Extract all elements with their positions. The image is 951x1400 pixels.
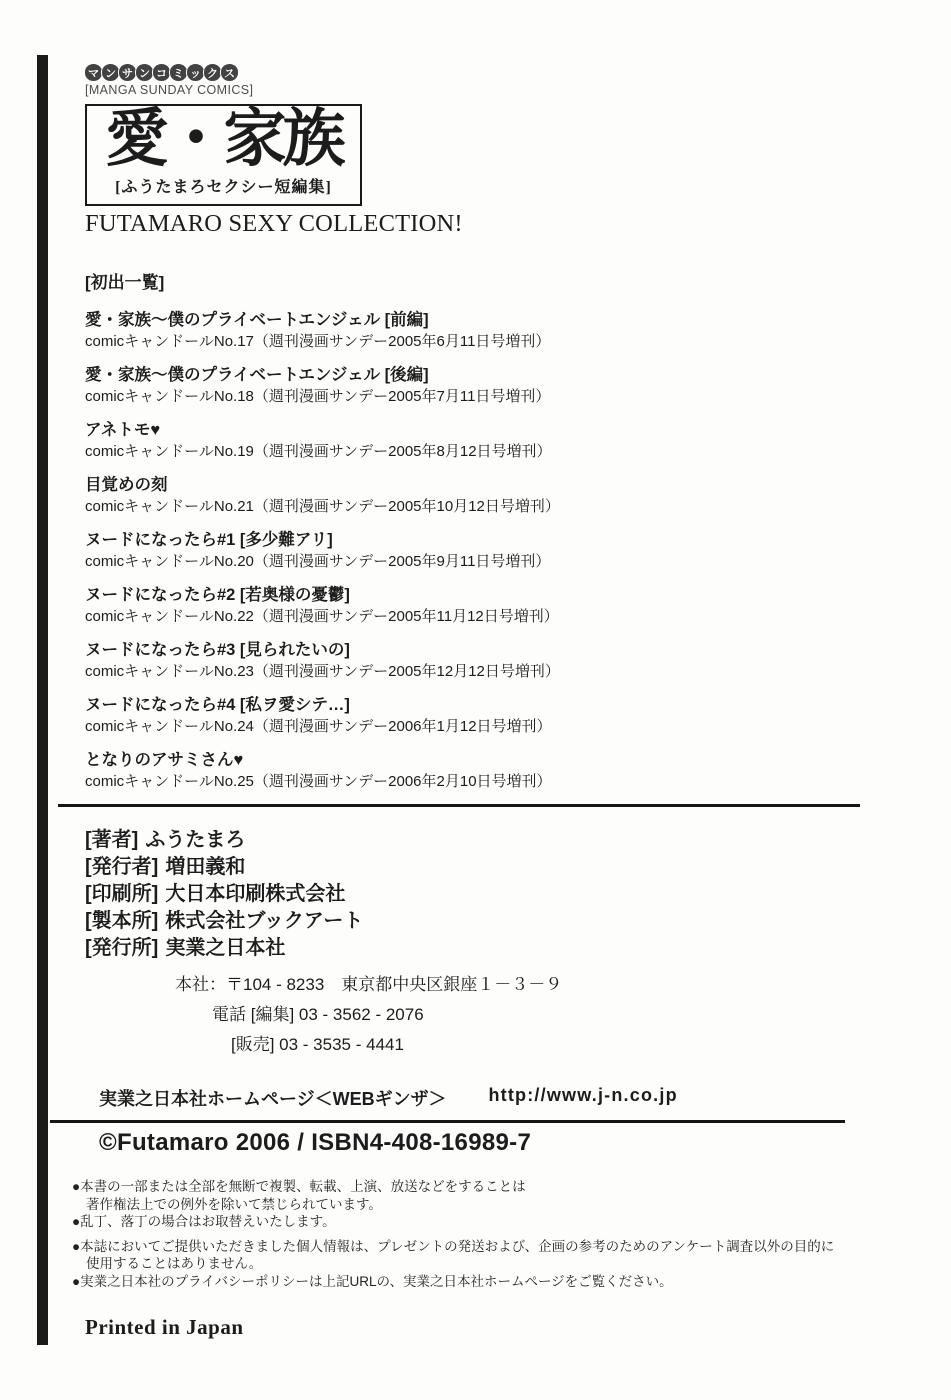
credit-role: [発行者] xyxy=(85,856,159,879)
entry-title: ヌードになったら#1 [多少難アリ] xyxy=(85,531,333,550)
logo-kana-badge: ク xyxy=(204,64,221,81)
credit-name: 実業之日本社 xyxy=(165,937,286,960)
publication-entry xyxy=(85,694,895,737)
entry-source: comicキャンドールNo.25（週刊漫画サンデー2006年2月10日号増刊） xyxy=(85,773,552,791)
divider-rule-bottom xyxy=(50,1120,845,1123)
contact-block xyxy=(85,970,895,1060)
logo-kana-badge: ッ xyxy=(187,64,204,81)
entry-title: となりのアサミさん♥ xyxy=(85,751,244,770)
entry-source: comicキャンドールNo.22（週刊漫画サンデー2005年11月12日号増刊） xyxy=(85,608,559,626)
entry-source: comicキャンドールNo.17（週刊漫画サンデー2005年6月11日号増刊） xyxy=(85,333,551,351)
publisher-logo xyxy=(85,64,895,97)
publication-entry xyxy=(85,309,895,352)
notice-line: ●本誌においてご提供いただきました個人情報は、プレゼントの発送および、企画の参考のためのアンケート調査以外の目的に xyxy=(72,1238,835,1254)
logo-kana-badge: ン xyxy=(102,64,119,81)
credit-row-bindery xyxy=(85,908,895,935)
entry-title: 目覚めの刻 xyxy=(85,476,168,495)
entry-source: comicキャンドールNo.18（週刊漫画サンデー2005年7月11日号増刊） xyxy=(85,388,551,406)
publication-list xyxy=(85,309,895,792)
page-content xyxy=(72,0,895,1290)
credit-name: 株式会社ブックアート xyxy=(165,910,364,933)
publication-entry xyxy=(85,639,895,682)
entry-source: comicキャンドールNo.24（週刊漫画サンデー2006年1月12日号増刊） xyxy=(85,718,552,736)
logo-kana-badge: ス xyxy=(221,64,238,81)
book-title: 愛・家族 xyxy=(105,104,342,174)
credit-name: 増田義和 xyxy=(165,856,246,879)
publication-entry xyxy=(85,584,895,627)
logo-kana-badge: ン xyxy=(136,64,153,81)
logo-caption: [MANGA SUNDAY COMICS] xyxy=(85,83,254,97)
legal-notices xyxy=(72,1178,895,1290)
credit-role: [著者] xyxy=(85,829,139,852)
divider-rule-top xyxy=(58,804,860,807)
credit-row-publisher-person xyxy=(85,854,895,881)
book-title-english: FUTAMARO SEXY COLLECTION! xyxy=(85,210,463,238)
phone-sales-line: [販売] 03 - 3535 - 4441 xyxy=(231,1035,404,1055)
logo-kana-badge: コ xyxy=(153,64,170,81)
copyright-line: ©Futamaro 2006 / ISBN4-408-16989-7 xyxy=(99,1129,532,1157)
publication-entry xyxy=(85,474,895,517)
publication-entry xyxy=(85,419,895,462)
notice-line: ●乱丁、落丁の場合はお取替えいたします。 xyxy=(72,1214,336,1230)
spine-bar xyxy=(37,55,48,1345)
homepage-label: 実業之日本社ホームページ＜WEBギンザ＞ xyxy=(99,1089,447,1110)
publication-entry xyxy=(85,529,895,572)
notice-line: 著作権法上での例外を除いて禁じられています。 xyxy=(86,1196,382,1212)
credit-name: ふうたまろ xyxy=(145,829,246,852)
entry-source: comicキャンドールNo.20（週刊漫画サンデー2005年9月11日号増刊） xyxy=(85,553,551,571)
credit-role: [発行所] xyxy=(85,937,159,960)
homepage-row xyxy=(99,1085,895,1111)
publication-entry xyxy=(85,749,895,792)
logo-kana-badge: ミ xyxy=(170,64,187,81)
entry-title: ヌードになったら#2 [若奥様の憂鬱] xyxy=(85,586,350,605)
credit-row-author xyxy=(85,827,895,854)
entry-title: アネトモ♥ xyxy=(85,421,161,440)
book-subtitle: [ふうたまろセクシー短編集] xyxy=(115,179,332,197)
entry-title: ヌードになったら#4 [私ヲ愛シテ…] xyxy=(85,696,350,715)
credit-role: [印刷所] xyxy=(85,883,159,906)
credit-row-printer xyxy=(85,881,895,908)
address-line: 本社：〒104 - 8233 東京都中央区銀座１－３－９ xyxy=(175,975,563,995)
entry-title: 愛・家族～僕のプライベートエンジェル [前編] xyxy=(85,311,429,330)
entry-title: 愛・家族～僕のプライベートエンジェル [後編] xyxy=(85,366,429,385)
entry-source: comicキャンドールNo.23（週刊漫画サンデー2005年12月12日号増刊） xyxy=(85,663,560,681)
entry-source: comicキャンドールNo.21（週刊漫画サンデー2005年10月12日号増刊） xyxy=(85,498,560,516)
phone-edit-line: 電話 [編集] 03 - 3562 - 2076 xyxy=(212,1005,424,1025)
publication-entry xyxy=(85,364,895,407)
logo-kana-badges xyxy=(85,64,895,81)
credit-name: 大日本印刷株式会社 xyxy=(165,883,346,906)
entry-source: comicキャンドールNo.19（週刊漫画サンデー2005年8月12日号増刊） xyxy=(85,443,552,461)
notice-line: ●実業之日本社のプライバシーポリシーは上記URLの、実業之日本社ホームページをご覧ください。 xyxy=(72,1273,673,1289)
notice-line: ●本書の一部または全部を無断で複製、転載、上演、放送などをすることは xyxy=(72,1179,526,1195)
entry-title: ヌードになったら#3 [見られたいの] xyxy=(85,641,350,660)
credit-row-publishing-house xyxy=(85,935,895,962)
logo-kana-badge: マ xyxy=(85,64,102,81)
credit-role: [製本所] xyxy=(85,910,159,933)
title-box xyxy=(85,104,362,206)
notice-line: 使用することはありません。 xyxy=(86,1256,263,1272)
printed-in-japan: Printed in Japan xyxy=(85,1315,244,1339)
credits-block xyxy=(85,827,895,962)
homepage-url: http://www.j-n.co.jp xyxy=(488,1085,678,1106)
first-publication-heading: [初出一覧] xyxy=(85,273,165,293)
logo-kana-badge: サ xyxy=(119,64,136,81)
